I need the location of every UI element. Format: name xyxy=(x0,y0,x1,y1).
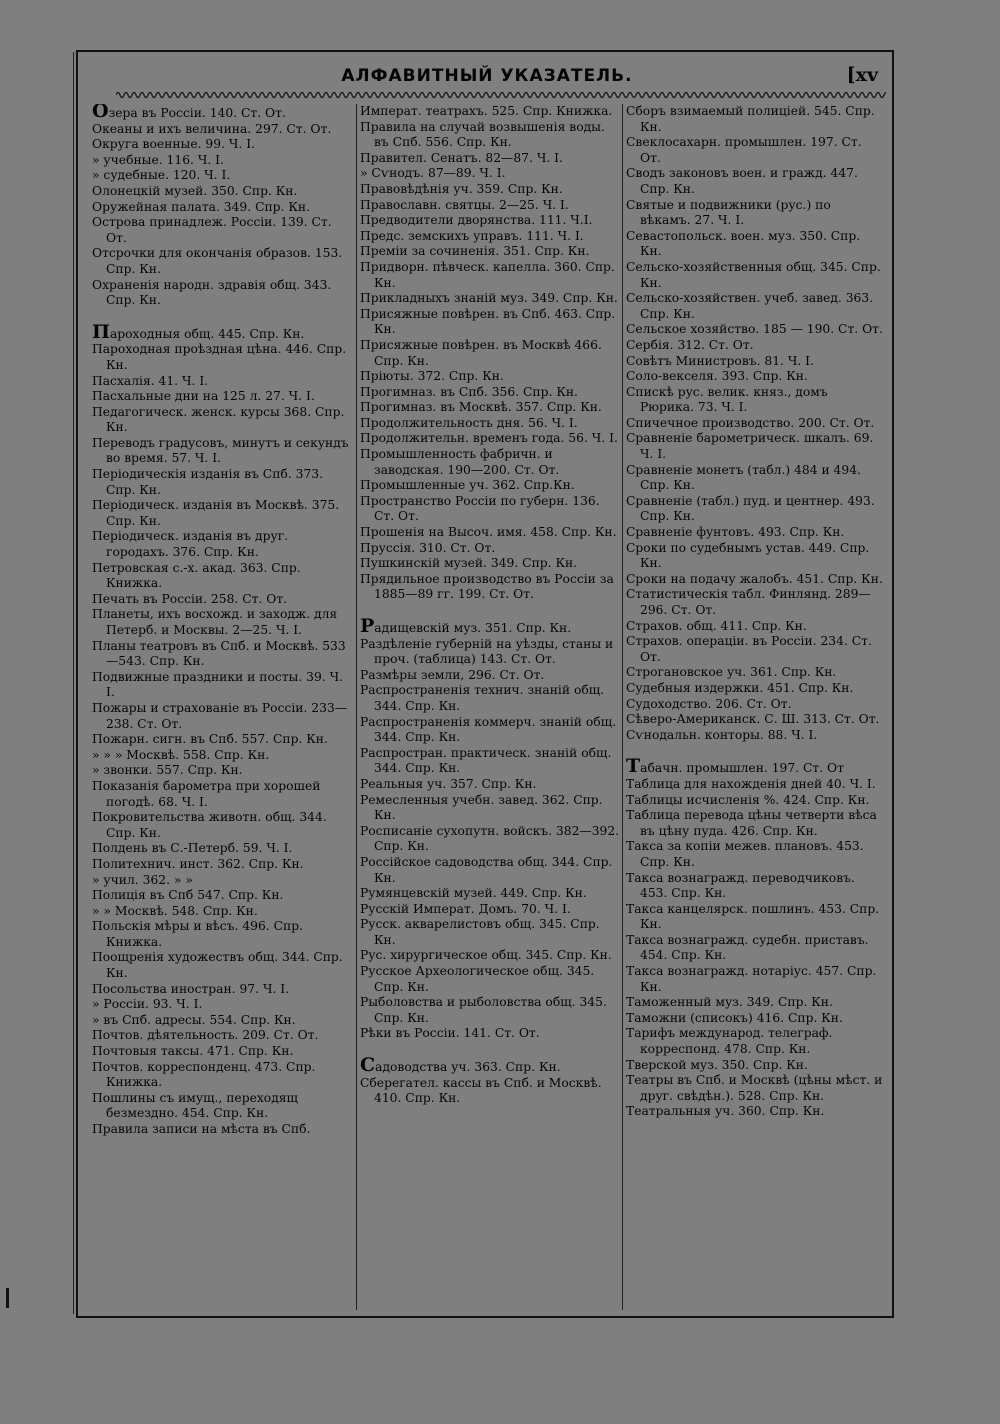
index-entry xyxy=(360,400,620,416)
index-entry xyxy=(360,244,620,260)
entry-text: Сравненіе (табл.) пуд. и центнер. 493. Спр. Кн. xyxy=(626,493,875,524)
index-entry xyxy=(92,841,354,857)
index-entry xyxy=(92,374,354,390)
page-title: АЛФАВИТНЫЙ УКАЗАТЕЛЬ. xyxy=(341,66,633,86)
index-entry xyxy=(626,712,884,728)
entry-text: Періодическ. изданія въ друг. городахъ. 376. Спр. Кн. xyxy=(92,529,289,560)
index-entry xyxy=(92,1044,354,1060)
index-entry xyxy=(626,755,884,778)
entry-text: Промышленные уч. 362. Спр.Кн. xyxy=(360,478,575,493)
entry-text: » звонки. 557. Спр. Кн. xyxy=(92,763,243,778)
index-entry xyxy=(626,291,884,322)
index-entry xyxy=(626,338,884,354)
column-3 xyxy=(626,104,884,1316)
entry-text: Распространенія технич. знаній общ. 344. Спр. Кн. xyxy=(360,683,605,713)
entry-text: Пушкинскій музей. 349. Спр. Кн. xyxy=(360,556,578,571)
entry-text: Печать въ Россіи. 258. Ст. От. xyxy=(92,591,288,606)
index-entry xyxy=(360,572,620,603)
index-entry xyxy=(360,556,620,572)
index-entry xyxy=(360,1026,620,1042)
entry-text: Судебныя издержки. 451. Спр. Кн. xyxy=(626,680,854,695)
entry-text: Океаны и ихъ величина. 297. Ст. От. xyxy=(92,121,332,136)
entry-text: Раздѣленіе губерній на уѣзды, станы и проч. (таблица) 143. Ст. От. xyxy=(360,636,614,667)
index-entry xyxy=(92,200,354,216)
entry-text: Округа военные. 99. Ч. I. xyxy=(92,137,255,152)
index-entry xyxy=(92,184,354,200)
entry-text: Сроки на подачу жалобъ. 451. Спр. Кн. xyxy=(626,571,883,586)
index-entry xyxy=(626,385,884,416)
index-entry xyxy=(360,615,620,637)
index-entry xyxy=(360,338,620,369)
index-entry xyxy=(360,166,620,182)
entry-text: Такса вознагражд. нотаріус. 457. Спр. Кн. xyxy=(626,964,877,994)
index-entry xyxy=(92,1122,354,1138)
entry-text: Подвижные праздники и посты. 39. Ч. I. xyxy=(92,669,344,700)
index-entry xyxy=(360,369,620,385)
index-entry xyxy=(92,246,354,277)
entry-text: Такса канцелярск. пошлинъ. 453. Спр. Кн. xyxy=(626,901,880,932)
index-entry xyxy=(360,385,620,401)
entry-text: Сѣверо-Американск. С. Ш. 313. Ст. От. xyxy=(626,712,880,727)
index-entry xyxy=(92,888,354,904)
index-entry xyxy=(92,670,354,701)
entry-text: Поощренія художествъ общ. 344. Спр. Кн. xyxy=(92,950,343,981)
index-entry xyxy=(626,369,884,385)
entry-text: Правила на случай возвышенія воды. въ Спб. 556. Спр. Кн. xyxy=(360,119,605,150)
index-entry xyxy=(360,151,620,167)
index-entry xyxy=(360,307,620,338)
entry-text: Реальныя уч. 357. Спр. Кн. xyxy=(360,776,537,791)
index-entry xyxy=(626,572,884,588)
entry-text: Таможенный муз. 349. Спр. Кн. xyxy=(626,995,833,1010)
entry-text: Польскія мѣры и вѣсъ. 496. Спр. Книжка. xyxy=(92,919,303,949)
entry-text: Почтовыя таксы. 471. Спр. Кн. xyxy=(92,1044,294,1059)
index-entry xyxy=(360,746,620,777)
entry-text: Сберегател. кассы въ Спб. и Москвѣ. 410. Спр. Кн. xyxy=(360,1075,602,1106)
index-entry xyxy=(92,779,354,810)
entry-text: Предводители дворянства. 111. Ч.I. xyxy=(360,213,593,228)
index-entry xyxy=(92,320,354,343)
entry-text: Промышленность фабричн. и заводская. 190—200. Ст. От. xyxy=(360,447,560,477)
entry-text: Соло-векселя. 393. Спр. Кн. xyxy=(626,369,808,384)
entry-text: » Россіи. 93. Ч. I. xyxy=(92,997,203,1012)
index-entry xyxy=(92,639,354,670)
index-entry xyxy=(360,198,620,214)
entry-text: Пруссія. 310. Ст. От. xyxy=(360,540,496,555)
index-entry xyxy=(626,1104,884,1120)
column-2 xyxy=(360,104,620,1316)
index-entry xyxy=(626,525,884,541)
column-divider-2 xyxy=(622,104,623,1310)
entry-text: Судоходство. 206. Ст. От. xyxy=(626,696,792,711)
index-entry xyxy=(360,824,620,855)
index-entry xyxy=(360,229,620,245)
entry-text: Планеты, ихъ восхожд. и заходж. для Петерб. и Москвы. 2—25. Ч. I. xyxy=(92,607,338,637)
entry-text: Прикладныхъ знаній муз. 349. Спр. Кн. xyxy=(360,291,618,306)
entry-text: Сроки по судебнымъ устав. 449. Спр. Кн. xyxy=(626,540,870,571)
entry-text: Полиція въ Спб 547. Спр. Кн. xyxy=(92,888,284,903)
entry-text: ароходныя общ. 445. Спр. Кн. xyxy=(109,326,305,341)
index-entry xyxy=(360,104,620,120)
entry-text: Педагогическ. женск. курсы 368. Спр. Кн. xyxy=(92,404,345,435)
entry-text: Правила записи на мѣста въ Спб. xyxy=(92,1122,311,1136)
index-entry xyxy=(360,948,620,964)
index-entry xyxy=(360,447,620,478)
index-entry xyxy=(360,525,620,541)
outer-left-rule xyxy=(73,52,74,1314)
index-entry xyxy=(360,637,620,668)
index-entry xyxy=(626,777,884,793)
entry-text: Придворн. пѣвческ. капелла. 360. Спр. Кн. xyxy=(360,259,615,290)
index-entry xyxy=(626,1026,884,1057)
index-entry xyxy=(92,389,354,405)
entry-text: Святые и подвижники (рус.) по вѣкамъ. 27. Ч. I. xyxy=(626,197,831,228)
drop-capital: Т xyxy=(626,755,641,778)
index-entry xyxy=(360,793,620,824)
entry-text: Отсрочки для окончанія образов. 153. Спр. Кн. xyxy=(92,246,343,276)
index-entry xyxy=(360,1054,620,1077)
entry-text: Театры въ Спб. и Москвѣ (цѣны мѣст. и друг. свѣдѣн.). 528. Спр. Кн. xyxy=(626,1073,883,1103)
index-entry xyxy=(626,104,884,135)
entry-text: Пасхальные дни на 125 л. 27. Ч. I. xyxy=(92,389,315,404)
index-entry xyxy=(626,463,884,494)
index-entry xyxy=(626,793,884,809)
index-entry xyxy=(92,982,354,998)
entry-text: » Сѵнодъ. 87—89. Ч. I. xyxy=(360,166,506,181)
entry-text: Полдень въ С.-Петерб. 59. Ч. I. xyxy=(92,841,293,856)
wavy-rule xyxy=(116,88,886,102)
entry-text: Статистическія табл. Финлянд. 289—296. Ст. От. xyxy=(626,587,871,617)
index-entry xyxy=(626,322,884,338)
index-entry xyxy=(360,902,620,918)
index-entry xyxy=(92,137,354,153)
entry-text: Пароходная проѣздная цѣна. 446. Спр. Кн. xyxy=(92,342,347,372)
page-frame xyxy=(76,50,894,1318)
entry-text: Русскій Императ. Домъ. 70. Ч. I. xyxy=(360,901,571,916)
entry-text: Румянцевскій музей. 449. Спр. Кн. xyxy=(360,886,587,901)
index-entry xyxy=(360,478,620,494)
entry-text: Такса вознагражд. судебн. приставъ. 454. Спр. Кн. xyxy=(626,932,869,963)
drop-capital: О xyxy=(92,104,109,122)
index-entry xyxy=(92,857,354,873)
entry-text: Спичечное производство. 200. Ст. От. xyxy=(626,415,875,430)
index-entry xyxy=(360,213,620,229)
index-entry xyxy=(92,467,354,498)
entry-text: Распростран. практическ. знаній общ. 344. Спр. Кн. xyxy=(360,745,612,776)
entry-text: Покровительства животн. общ. 344. Спр. Кн. xyxy=(92,810,327,840)
index-entry xyxy=(360,260,620,291)
index-entry xyxy=(626,839,884,870)
index-entry xyxy=(92,1013,354,1029)
index-entry xyxy=(92,168,354,184)
entry-text: Сравненіе фунтовъ. 493. Спр. Кн. xyxy=(626,525,845,540)
entry-text: Страхов. общ. 411. Спр. Кн. xyxy=(626,618,807,633)
index-entry xyxy=(92,919,354,950)
index-columns xyxy=(92,104,884,1316)
index-entry xyxy=(360,291,620,307)
index-entry xyxy=(626,431,884,462)
entry-text: Присяжные повѣрен. въ Москвѣ 466. Спр. Кн. xyxy=(360,337,602,368)
index-entry xyxy=(92,748,354,764)
entry-text: Сельско-хозяйствен. учеб. завед. 363. Спр. Кн. xyxy=(626,291,874,321)
index-entry xyxy=(626,728,884,744)
entry-text: Ремесленныя учебн. завед. 362. Спр. Кн. xyxy=(360,792,603,823)
index-entry xyxy=(360,917,620,948)
index-entry xyxy=(92,104,354,122)
entry-text: Прошенія на Высоч. имя. 458. Спр. Кн. xyxy=(360,525,617,540)
index-entry xyxy=(92,498,354,529)
index-entry xyxy=(626,902,884,933)
index-entry xyxy=(626,697,884,713)
index-entry xyxy=(92,810,354,841)
entry-text: Россійское садоводства общ. 344. Спр. Кн. xyxy=(360,854,613,885)
section-gap xyxy=(360,603,620,619)
index-entry xyxy=(626,541,884,572)
page-number: [xv xyxy=(846,64,878,86)
entry-text: Пожары и страхованіе въ Россіи. 233—238. Ст. От. xyxy=(92,700,348,731)
entry-text: Періодическ. изданія въ Москвѣ. 375. Спр. Кн. xyxy=(92,498,340,528)
entry-text: » » Москвѣ. 548. Спр. Кн. xyxy=(92,903,258,918)
index-entry xyxy=(360,715,620,746)
index-entry xyxy=(626,634,884,665)
index-entry xyxy=(360,416,620,432)
entry-text: Совѣтъ Министровъ. 81. Ч. I. xyxy=(626,353,814,368)
drop-capital: С xyxy=(360,1054,376,1077)
entry-text: Посольства иностран. 97. Ч. I. xyxy=(92,981,290,996)
entry-text: Почтов. корреспонденц. 473. Спр. Книжка. xyxy=(92,1059,316,1090)
index-entry xyxy=(92,732,354,748)
index-entry xyxy=(360,855,620,886)
index-entry xyxy=(360,1076,620,1107)
entry-text: Севастопольск. воен. муз. 350. Спр. Кн. xyxy=(626,228,861,259)
entry-text: Пошлины съ имущ., переходящ безмездно. 454. Спр. Кн. xyxy=(92,1090,298,1121)
entry-text: Оружейная палата. 349. Спр. Кн. xyxy=(92,199,310,214)
entry-text: Пожарн. сигн. въ Спб. 557. Спр. Кн. xyxy=(92,732,328,747)
index-entry xyxy=(626,619,884,635)
entry-text: Преміи за сочиненія. 351. Спр. Кн. xyxy=(360,244,590,259)
entry-text: Олонецкій музей. 350. Спр. Кн. xyxy=(92,183,298,198)
index-entry xyxy=(92,904,354,920)
index-entry xyxy=(626,995,884,1011)
entry-text: Рѣки въ Россіи. 141. Ст. От. xyxy=(360,1026,540,1041)
entry-text: » въ Спб. адресы. 554. Спр. Кн. xyxy=(92,1012,296,1027)
column-divider-1 xyxy=(356,104,357,1310)
entry-text: Продолжительн. временъ года. 56. Ч. I. xyxy=(360,431,618,446)
entry-text: Таможни (списокъ) 416. Спр. Кн. xyxy=(626,1010,843,1025)
index-entry xyxy=(360,668,620,684)
index-entry xyxy=(92,592,354,608)
index-entry xyxy=(92,278,354,309)
entry-text: Пасхалія. 41. Ч. I. xyxy=(92,373,209,388)
index-entry xyxy=(92,607,354,638)
entry-text: Сравненіе монетъ (табл.) 484 и 494. Спр. Кн. xyxy=(626,462,861,493)
entry-text: абачн. промышлен. 197. Ст. От xyxy=(640,761,844,776)
index-entry xyxy=(92,561,354,592)
entry-text: Сводъ законовъ воен. и гражд. 447. Спр. Кн. xyxy=(626,166,858,196)
entry-text: Пріюты. 372. Спр. Кн. xyxy=(360,369,504,384)
entry-text: Переводъ градусовъ, минутъ и секундъ во время. 57. Ч. I. xyxy=(92,435,349,466)
index-entry xyxy=(92,1091,354,1122)
index-entry xyxy=(92,950,354,981)
entry-text: Размѣры земли, 296. Ст. От. xyxy=(360,667,545,682)
entry-text: Прядильное производство въ Россіи за 1885—89 гг. 199. Ст. От. xyxy=(360,571,614,602)
index-entry xyxy=(626,587,884,618)
index-entry xyxy=(360,494,620,525)
index-entry xyxy=(626,198,884,229)
section-gap xyxy=(92,309,354,325)
index-entry xyxy=(92,436,354,467)
entry-text: Сербія. 312. Ст. От. xyxy=(626,337,754,352)
index-entry xyxy=(92,342,354,373)
entry-text: » учил. 362. » » xyxy=(92,872,193,887)
entry-text: Правител. Сенатъ. 82—87. Ч. I. xyxy=(360,150,563,165)
entry-text: Строгановское уч. 361. Спр. Кн. xyxy=(626,665,837,680)
index-entry xyxy=(360,182,620,198)
index-entry xyxy=(626,665,884,681)
entry-text: Императ. театрахъ. 525. Спр. Книжка. xyxy=(360,104,613,118)
entry-text: Рыболовства и рыболовства общ. 345. Спр. Кн. xyxy=(360,995,607,1025)
entry-text: Рус. хирургическое общ. 345. Спр. Кн. xyxy=(360,948,612,963)
index-entry xyxy=(92,763,354,779)
entry-text: Почтов. дѣятельность. 209. Ст. От. xyxy=(92,1028,319,1043)
index-entry xyxy=(360,777,620,793)
index-entry xyxy=(626,964,884,995)
index-entry xyxy=(92,997,354,1013)
index-entry xyxy=(626,933,884,964)
entry-text: Острова принадлеж. Россіи. 139. Ст. От. xyxy=(92,215,332,245)
entry-text: » » » Москвѣ. 558. Спр. Кн. xyxy=(92,747,270,762)
drop-capital: П xyxy=(92,320,110,343)
entry-text: » учебные. 116. Ч. I. xyxy=(92,152,224,167)
index-entry xyxy=(626,416,884,432)
entry-text: Тарифъ международ. телеграф. корреспонд. 478. Спр. Кн. xyxy=(626,1026,833,1057)
index-entry xyxy=(360,886,620,902)
index-entry xyxy=(626,166,884,197)
entry-text: Сборъ взимаемый полиціей. 545. Спр. Кн. xyxy=(626,104,875,134)
index-entry xyxy=(626,808,884,839)
drop-capital: Р xyxy=(360,615,375,637)
index-entry xyxy=(360,995,620,1026)
entry-text: Росписаніе сухопутн. войскъ. 382—392. Спр. Кн. xyxy=(360,823,620,854)
index-entry xyxy=(626,1058,884,1074)
entry-text: Сѵнодальн. конторы. 88. Ч. I. xyxy=(626,727,818,742)
entry-text: адоводства уч. 363. Спр. Кн. xyxy=(375,1060,561,1075)
index-entry xyxy=(92,215,354,246)
index-entry xyxy=(92,529,354,560)
column-1 xyxy=(92,104,354,1316)
section-gap xyxy=(626,743,884,759)
index-entry xyxy=(92,122,354,138)
entry-text: Присяжные повѣрен. въ Спб. 463. Спр. Кн. xyxy=(360,306,616,337)
entry-text: Таблица перевода цѣны четверти вѣса въ цѣну пуда. 426. Спр. Кн. xyxy=(626,808,877,838)
entry-text: Русск. акварелистовъ общ. 345. Спр. Кн. xyxy=(360,917,600,947)
entry-text: Сельско-хозяйственныя общ. 345. Спр. Кн. xyxy=(626,259,881,290)
entry-text: Таблицы исчисленія %. 424. Спр. Кн. xyxy=(626,792,870,807)
entry-text: зера въ Россіи. 140. Ст. От. xyxy=(108,106,286,120)
entry-text: » судебные. 120. Ч. I. xyxy=(92,168,231,183)
entry-text: Прогимназ. въ Москвѣ. 357. Спр. Кн. xyxy=(360,400,602,415)
scan-artifact xyxy=(6,1288,9,1308)
entry-text: Свеклосахарн. промышлен. 197. Ст. От. xyxy=(626,135,862,165)
section-gap xyxy=(360,1042,620,1058)
entry-text: Такса за копіи межев. плановъ. 453. Спр. Кн. xyxy=(626,839,864,869)
index-entry xyxy=(626,871,884,902)
entry-text: Спискѣ рус. велик. княз., домъ Рюрика. 73. Ч. I. xyxy=(626,384,828,415)
entry-text: Продолжительность дня. 56. Ч. I. xyxy=(360,415,578,430)
index-entry xyxy=(360,683,620,714)
index-entry xyxy=(626,135,884,166)
index-entry xyxy=(360,431,620,447)
entry-text: Показанія барометра при хорошей погодѣ. 68. Ч. I. xyxy=(92,778,321,809)
entry-text: Русское Археологическое общ. 345. Спр. Кн. xyxy=(360,964,595,994)
entry-text: Распространенія коммерч. знаній общ. 344. Спр. Кн. xyxy=(360,714,617,745)
index-entry xyxy=(92,1060,354,1091)
entry-text: адищевскій муз. 351. Спр. Кн. xyxy=(374,621,572,635)
index-entry xyxy=(626,354,884,370)
entry-text: Планы театровъ въ Спб. и Москвѣ. 533—543. Спр. Кн. xyxy=(92,638,346,669)
index-entry xyxy=(626,260,884,291)
entry-text: Тверской муз. 350. Спр. Кн. xyxy=(626,1057,808,1072)
entry-text: Политехнич. инст. 362. Спр. Кн. xyxy=(92,856,304,871)
index-entry xyxy=(626,494,884,525)
entry-text: Предс. земскихъ управъ. 111. Ч. I. xyxy=(360,228,584,243)
entry-text: Сельское хозяйство. 185 — 190. Ст. От. xyxy=(626,322,883,337)
entry-text: Театральныя уч. 360. Спр. Кн. xyxy=(626,1104,825,1119)
entry-text: Охраненія народн. здравія общ. 343. Спр. Кн. xyxy=(92,277,332,308)
entry-text: Сравненіе барометрическ. шкалъ. 69. Ч. I. xyxy=(626,431,874,462)
index-entry xyxy=(360,964,620,995)
index-entry xyxy=(626,1073,884,1104)
index-entry xyxy=(360,541,620,557)
index-entry xyxy=(92,873,354,889)
index-entry xyxy=(92,701,354,732)
entry-text: Страхов. операціи. въ Россіи. 234. Ст. От. xyxy=(626,634,872,664)
index-entry xyxy=(92,153,354,169)
entry-text: Періодическія изданія въ Спб. 373. Спр. Кн. xyxy=(92,467,324,497)
index-entry xyxy=(92,405,354,436)
entry-text: Правовѣдѣнія уч. 359. Спр. Кн. xyxy=(360,181,563,196)
entry-text: Петровская с.-х. акад. 363. Спр. Книжка. xyxy=(92,560,301,591)
index-entry xyxy=(92,1028,354,1044)
index-entry xyxy=(626,681,884,697)
index-entry xyxy=(626,1011,884,1027)
index-entry xyxy=(360,120,620,151)
entry-text: Православн. святцы. 2—25. Ч. I. xyxy=(360,197,569,212)
entry-text: Пространство Россіи по губерн. 136. Ст. От. xyxy=(360,493,600,524)
entry-text: Таблица для нахожденія дней 40. Ч. I. xyxy=(626,776,876,791)
index-entry xyxy=(626,229,884,260)
entry-text: Прогимназ. въ Спб. 356. Спр. Кн. xyxy=(360,384,578,399)
entry-text: Такса вознагражд. переводчиковъ. 453. Спр. Кн. xyxy=(626,870,855,901)
